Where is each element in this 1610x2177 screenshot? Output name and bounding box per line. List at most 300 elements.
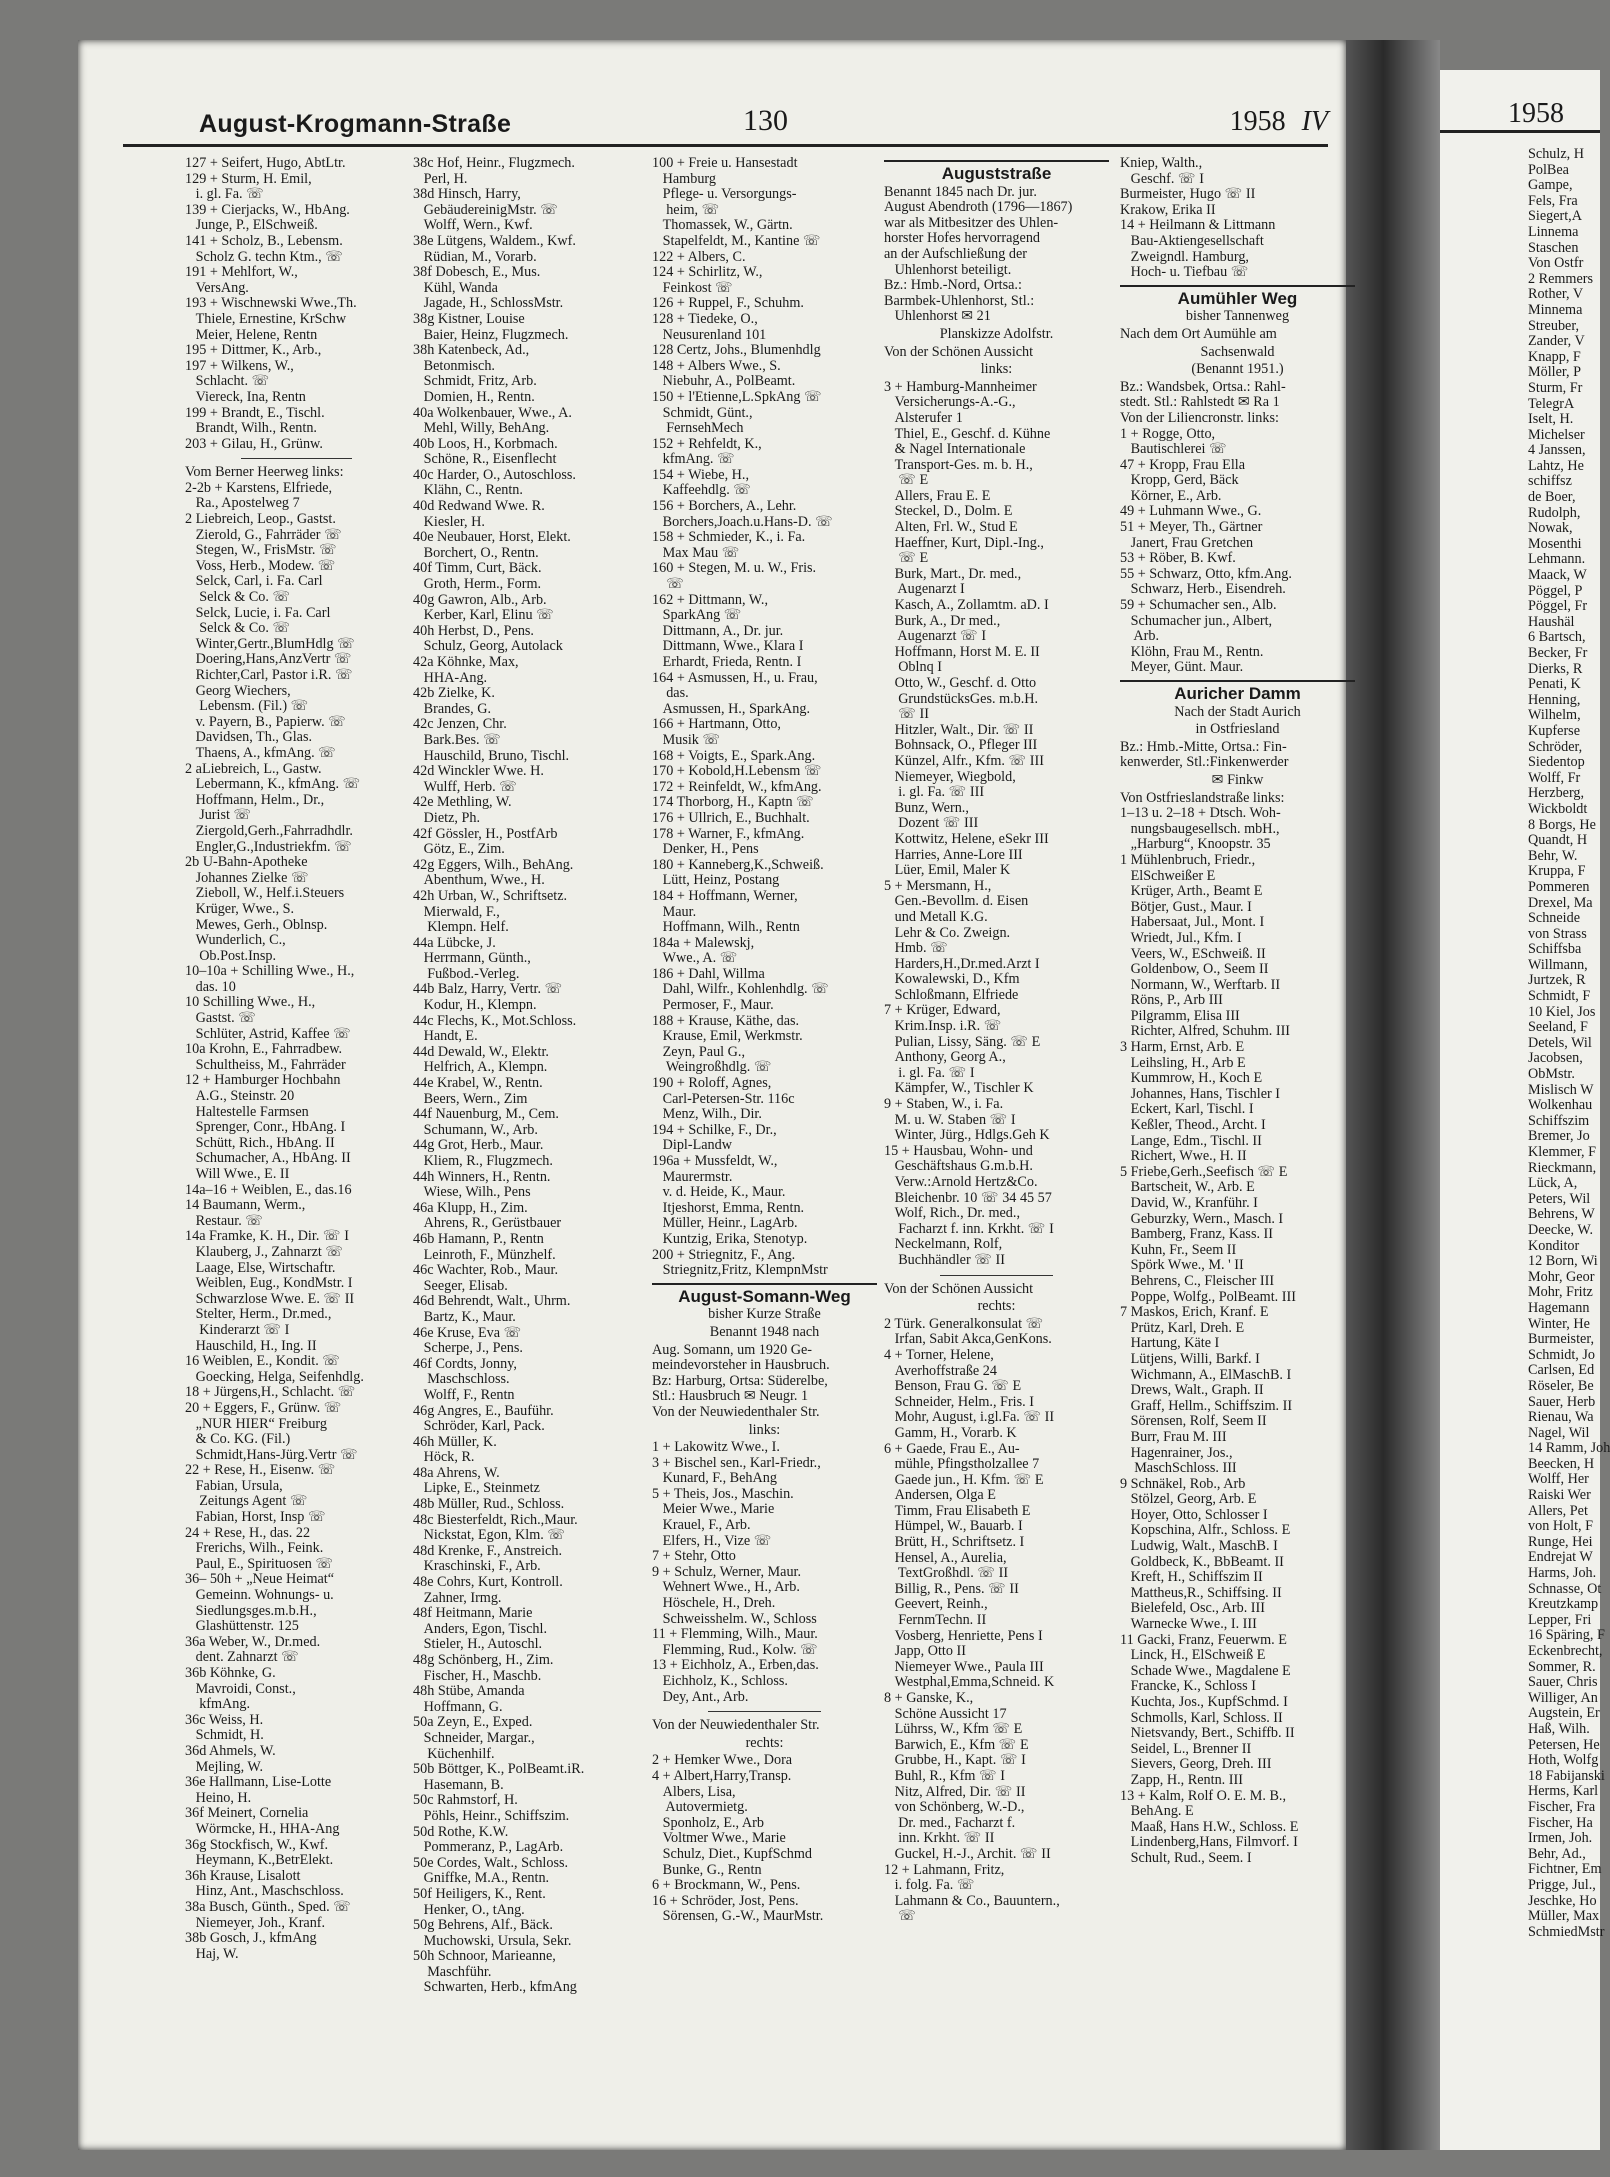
directory-entry: Maur.: [652, 903, 697, 920]
directory-entry: 50h Schnoor, Marieanne,: [413, 1948, 556, 1965]
directory-entry: Hoffmann, Helm., Dr.,: [185, 791, 325, 808]
directory-entry: Klauberg, J., Zahnarzt ☏: [185, 1243, 344, 1260]
directory-entry: 38e Lütgens, Waldem., Kwf.: [413, 232, 576, 249]
facing-page-entry: Schulz, H: [1528, 146, 1584, 162]
facing-page-entry: Herzberg,: [1528, 785, 1585, 802]
directory-entry: Küchenhilf.: [413, 1745, 495, 1762]
facing-page-entry: Nowak,: [1528, 520, 1573, 537]
directory-entry: Kniep, Walth.,: [1120, 155, 1203, 171]
directory-entry: Barwich, E., Kfm ☏ E: [884, 1736, 1029, 1753]
directory-entry: Stelter, Herm., Dr.med.,: [185, 1306, 332, 1323]
directory-entry: Schwarz, Herb., Eisendreh.: [1120, 581, 1286, 598]
directory-entry: 48c Biesterfeldt, Rich.,Maur.: [413, 1511, 578, 1528]
directory-entry: 7 Maskos, Erich, Kranf. E: [1120, 1304, 1269, 1321]
directory-entry: Uhlenhorst ✉ 21: [884, 308, 991, 325]
directory-entry: Bz: Harburg, Ortsa: Süderelbe,: [652, 1372, 828, 1389]
directory-entry: 46a Klupp, H., Zim.: [413, 1199, 528, 1216]
facing-page-entry: Harms, Joh.: [1528, 1565, 1597, 1582]
directory-entry: Asmussen, H., SparkAng.: [652, 700, 811, 717]
directory-entry: Veers, W., ESchweiß. II: [1120, 945, 1266, 962]
directory-entry: 44g Grot, Herb., Maur.: [413, 1137, 544, 1154]
facing-page-entry: Schneide: [1528, 910, 1581, 927]
directory-entry: Pflege- u. Versorgungs-: [652, 186, 797, 203]
directory-entry: 42g Eggers, Wilh., BehAng.: [413, 856, 574, 873]
directory-entry: i. folg. Fa. ☏: [884, 1877, 975, 1894]
facing-page-entry: Maack, W: [1528, 567, 1587, 584]
facing-page-entry: Knapp, F: [1528, 348, 1581, 365]
directory-entry: 46f Cordts, Jonny,: [413, 1355, 517, 1372]
facing-page-entry: Schmidt, Jo: [1528, 1346, 1596, 1363]
directory-entry: Dozent ☏ III: [884, 815, 979, 832]
directory-entry: 100 + Freie u. Hansestadt: [652, 155, 798, 171]
directory-entry: Irfan, Sabit Akca,GenKons.: [884, 1331, 1052, 1348]
directory-entry: Schmidt, H.: [185, 1727, 264, 1744]
directory-entry: Gniffke, M.A., Rentn.: [413, 1870, 550, 1887]
directory-entry: Von der Liliencronstr. links:: [1120, 409, 1279, 426]
directory-entry: v. Payern, B., Papierw. ☏: [185, 713, 346, 730]
facing-page-entry: Haß, Wilh.: [1528, 1720, 1590, 1737]
facing-page-entry: Deecke, W.: [1528, 1221, 1593, 1238]
directory-entry: 42d Winckler Wwe. H.: [413, 763, 544, 780]
directory-entry: 2 + Hemker Wwe., Dora: [652, 1752, 793, 1769]
directory-entry: Haltestelle Farmsen: [185, 1103, 309, 1120]
directory-entry: Domien, H., Rentn.: [413, 388, 535, 405]
directory-entry: Künzel, Alfr., Kfm. ☏ III: [884, 752, 1044, 769]
directory-entry: 20 + Eggers, F., Grünw. ☏: [185, 1399, 342, 1416]
directory-entry: 48b Müller, Rud., Schloss.: [413, 1496, 565, 1513]
directory-entry: 150 + l'Etienne,L.SpkAng ☏: [652, 388, 822, 405]
directory-entry: Johannes, Hans, Tischler I: [1120, 1085, 1280, 1102]
directory-entry: Oblnq I: [884, 659, 942, 676]
directory-entry: Stölzel, Georg, Arb. E: [1120, 1491, 1257, 1508]
directory-entry: 5 Friebe,Gerh.,Seefisch ☏ E: [1120, 1163, 1288, 1180]
directory-entry: 10 Schilling Wwe., H.,: [185, 994, 316, 1011]
facing-page-entry: Fels, Fra: [1528, 192, 1578, 209]
directory-entry: Leihsling, H., Arb E: [1120, 1054, 1246, 1071]
directory-entry: Harries, Anne-Lore III: [884, 846, 1023, 863]
directory-entry: Schumacher, A., HbAng. II: [185, 1150, 351, 1167]
directory-entry: 193 + Wischnewski Wwe.,Th.: [185, 295, 357, 312]
directory-entry: Muchowski, Ursula, Sekr.: [413, 1932, 572, 1949]
facing-page-entry: Kreutzkamp: [1528, 1596, 1599, 1613]
facing-page-entry: Allers, Pet: [1528, 1502, 1588, 1519]
directory-entry: 12 + Lahmann, Fritz,: [884, 1861, 1005, 1878]
directory-entry: Transport-Ges. m. b. H.,: [884, 456, 1033, 473]
directory-entry: 46h Müller, K.: [413, 1433, 497, 1450]
directory-entry: 124 + Schirlitz, W.,: [652, 264, 763, 281]
directory-entry: 50c Rahmstorf, H.: [413, 1792, 518, 1809]
directory-entry: Kodur, H., Klempn.: [413, 997, 537, 1014]
directory-entry: Engler,G.,Industriekfm. ☏: [185, 838, 352, 855]
directory-entry: 42h Urban, W., Schriftsetz.: [413, 887, 568, 904]
directory-entry: 180 + Kanneberg,K.,Schweiß.: [652, 856, 824, 873]
directory-entry: Perl, H.: [413, 170, 468, 187]
directory-entry: Augenarzt ☏ I: [884, 628, 987, 645]
directory-entry: Mavroidi, Const.,: [185, 1680, 296, 1697]
directory-entry: 174 Thorborg, H., Kaptn ☏: [652, 794, 814, 811]
directory-entry: 196a + Mussfeldt, W.,: [652, 1153, 778, 1169]
directory-entry: Sörensen, Rolf, Seem II: [1120, 1413, 1267, 1430]
directory-entry: Schult, Rud., Seem. I: [1120, 1849, 1252, 1866]
directory-entry: Kropp, Gerd, Bäck: [1120, 472, 1239, 489]
facing-page-entry: Hoth, Wolfg: [1528, 1752, 1599, 1769]
directory-entry: Haeffner, Kurt, Dipl.-Ing.,: [884, 534, 1044, 551]
facing-page-entry: Mohr, Geor: [1528, 1268, 1595, 1285]
directory-entry: Thaens, A., kfmAng. ☏: [185, 744, 336, 761]
directory-entry: Geburzky, Wern., Masch. I: [1120, 1210, 1284, 1227]
facing-page-entry: Peters, Wil: [1528, 1190, 1591, 1207]
directory-entry: Klähn, C., Rentn.: [413, 482, 523, 499]
directory-entry: Lebermann, K., kfmAng. ☏: [185, 776, 361, 793]
facing-page-entry: von Holt, F: [1528, 1518, 1594, 1535]
facing-page-entry: de Boer,: [1528, 489, 1576, 506]
directory-entry: 50b Böttger, K., PolBeamt.iR.: [413, 1761, 585, 1778]
directory-entry: das.: [652, 685, 689, 702]
directory-entry: Meier, Helene, Rentn: [185, 326, 318, 343]
directory-entry: Schöne Aussicht 17: [884, 1705, 1007, 1722]
directory-entry: ElSchweißer E: [1120, 867, 1216, 884]
directory-entry: Zapp, H., Rentn. III: [1120, 1771, 1243, 1788]
section-note: Benannt 1948 nach: [709, 1323, 820, 1340]
directory-entry: 2 Liebreich, Leop., Gastst.: [185, 511, 336, 528]
directory-entry: BehAng. E: [1120, 1803, 1194, 1820]
facing-page-entry: PolBea: [1528, 161, 1569, 178]
directory-entry: Lehr & Co. Zweign.: [884, 924, 1011, 941]
directory-entry: Uhlenhorst beteiligt.: [884, 261, 1012, 278]
directory-entry: Schütt, Rich., HbAng. II: [185, 1134, 335, 1151]
directory-entry: 50d Rothe, K.W.: [413, 1823, 509, 1840]
directory-entry: 40e Neubauer, Horst, Elekt.: [413, 529, 571, 546]
directory-entry: Lipke, E., Steinmetz: [413, 1480, 540, 1497]
directory-entry: 200 + Striegnitz, F., Ang.: [652, 1246, 796, 1263]
directory-entry: Richter, Alfred, Schuhm. III: [1120, 1023, 1291, 1040]
facing-page-entry: Quandt, H: [1528, 832, 1588, 849]
directory-entry: 48e Cohrs, Kurt, Kontroll.: [413, 1574, 563, 1591]
directory-entry: 42c Jenzen, Chr.: [413, 716, 507, 733]
directory-entry: 4 + Albert,Harry,Transp.: [652, 1767, 792, 1784]
directory-entry: Schlacht. ☏: [185, 373, 270, 390]
directory-entry: Selck & Co. ☏: [185, 620, 291, 637]
directory-entry: Sprenger, Conr., HbAng. I: [185, 1119, 346, 1136]
directory-entry: 46b Hamann, P., Rentn: [413, 1230, 544, 1247]
directory-entry: 40c Harder, O., Autoschloss.: [413, 466, 576, 483]
directory-entry: ☏ II: [884, 706, 929, 723]
facing-page-entry: Schiffszim: [1528, 1112, 1590, 1129]
facing-page-entry: Rieckmann,: [1528, 1159, 1597, 1176]
directory-entry: Hmb. ☏: [884, 940, 948, 957]
directory-entry: Pilgramm, Elisa III: [1120, 1007, 1240, 1024]
facing-page-entry: Rother, V: [1528, 286, 1584, 303]
directory-entry: Schumann, W., Arb.: [413, 1121, 538, 1138]
facing-page-entry: Pommeren: [1528, 878, 1590, 895]
directory-entry: Facharzt f. inn. Krkht. ☏ I: [884, 1220, 1054, 1237]
directory-entry: Guckel, H.-J., Archit. ☏ II: [884, 1845, 1051, 1862]
directory-entry: Brütt, H., Schriftsetz. I: [884, 1534, 1025, 1551]
directory-entry: Beers, Wern., Zim: [413, 1090, 528, 1107]
directory-entry: 46d Behrendt, Walt., Uhrm.: [413, 1293, 571, 1310]
directory-entry: Vosberg, Henriette, Pens I: [884, 1627, 1043, 1644]
directory-entry: Wörmcke, H., HHA-Ang: [185, 1820, 340, 1837]
directory-entry: Schloßmann, Elfriede: [884, 986, 1019, 1003]
facing-page-entry: Möller, P: [1528, 364, 1582, 381]
directory-entry: 46c Wachter, Rob., Maur.: [413, 1262, 558, 1279]
directory-entry: Kiesler, H.: [413, 513, 485, 530]
directory-entry: Niemeyer, Joh., Kranf.: [185, 1914, 326, 1931]
directory-entry: Kämpfer, W., Tischler K: [884, 1080, 1034, 1097]
directory-entry: Vom Berner Heerweg links:: [185, 464, 344, 481]
directory-entry: Von der Neuwiedenthaler Str.: [652, 1717, 820, 1734]
directory-entry: Gamm, H., Vorarb. K: [884, 1424, 1017, 1441]
directory-entry: 1 + Rogge, Otto,: [1120, 425, 1216, 442]
directory-entry: inn. Krkht. ☏ II: [884, 1830, 995, 1847]
directory-entry: 16 + Schröder, Jost, Pens.: [652, 1892, 799, 1909]
facing-page-entry: Lück, A,: [1528, 1175, 1578, 1192]
facing-page-entry: Rienau, Wa: [1528, 1409, 1594, 1426]
directory-entry: Ludwig, Walt., MaschB. I: [1120, 1538, 1278, 1555]
directory-entry: Nickstat, Egon, Klm. ☏: [413, 1527, 566, 1544]
directory-entry: Bark.Bes. ☏: [413, 731, 501, 748]
directory-entry: 47 + Kropp, Frau Ella: [1120, 456, 1246, 473]
directory-entry: Ra., Apostelweg 7: [185, 495, 300, 512]
directory-entry: Hoffmann, Horst M. E. II: [884, 643, 1040, 660]
directory-entry: Dittmann, Wwe., Klara I: [652, 638, 804, 655]
directory-entry: Menz, Wilh., Dir.: [652, 1106, 762, 1123]
directory-entry: 152 + Rehfeldt, K.,: [652, 435, 762, 452]
directory-entry: Borchers,Joach.u.Hans-D. ☏: [652, 513, 833, 530]
directory-entry: 40a Wolkenbauer, Wwe., A.: [413, 404, 572, 421]
directory-entry: Junge, P., ElSchweiß.: [185, 217, 318, 234]
directory-entry: 22 + Rese, H., Eisenw. ☏: [185, 1462, 336, 1479]
directory-entry: Seidel, L., Brenner II: [1120, 1740, 1252, 1757]
facing-page-entry: Dierks, R: [1528, 660, 1583, 677]
facing-page-entry: Linnema: [1528, 223, 1579, 240]
directory-entry: Von der Neuwiedenthaler Str.: [652, 1403, 820, 1420]
facing-page-entry: von Strass: [1528, 925, 1587, 942]
facing-page-entry: Siegert,A: [1528, 208, 1582, 225]
directory-entry: 40h Herbst, D., Pens.: [413, 622, 534, 639]
directory-entry: 1–13 u. 2–18 + Dtsch. Woh-: [1120, 805, 1281, 822]
directory-entry: Bau-Aktiengesellschaft: [1120, 232, 1264, 249]
directory-entry: Hamburg: [652, 170, 716, 187]
directory-entry: Lührss, W., Kfm ☏ E: [884, 1721, 1023, 1738]
facing-page-entry: Klemmer, F: [1528, 1144, 1596, 1160]
directory-entry: Lütt, Heinz, Postang: [652, 872, 780, 889]
facing-page-entry: Pöggel, P: [1528, 582, 1583, 599]
facing-page-entry: Zander, V: [1528, 333, 1585, 350]
directory-entry: Permoser, F., Maur.: [652, 997, 774, 1014]
facing-page-entry: Iselt, H.: [1528, 411, 1574, 428]
directory-entry: 44a Lübcke, J.: [413, 934, 496, 951]
directory-entry: Schade Wwe., Magdalene E: [1120, 1662, 1291, 1679]
facing-page-entry: Becker, Fr: [1528, 645, 1588, 661]
directory-entry: Anders, Egon, Tischl.: [413, 1620, 548, 1637]
facing-page-entry: Hagemann: [1528, 1299, 1590, 1316]
directory-entry: 14a–16 + Weiblen, E., das.16: [185, 1181, 352, 1198]
directory-entry: Höschele, H., Dreh.: [652, 1595, 776, 1612]
directory-entry: ☏ E: [884, 472, 929, 489]
directory-entry: 36a Weber, W., Dr.med.: [185, 1633, 321, 1650]
section-note: bisher Kurze Straße: [708, 1306, 821, 1323]
directory-entry: Röns, P., Arb III: [1120, 992, 1223, 1009]
directory-entry: Versicherungs-A.-G.,: [884, 394, 1016, 411]
directory-entry: M. u. W. Staben ☏ I: [884, 1111, 1016, 1128]
directory-entry: 36– 50h + „Neue Heimat“: [185, 1571, 335, 1588]
directory-entry: Striegnitz,Fritz, KlempnMstr: [652, 1262, 828, 1279]
directory-entry: Schwarzlose Wwe. E. ☏ II: [185, 1290, 355, 1307]
directory-entry: Schlüter, Astrid, Kaffee ☏: [185, 1025, 351, 1042]
directory-entry: Kuntzig, Erika, Stenotyp.: [652, 1230, 808, 1247]
directory-entry: Fußbod.-Verleg.: [413, 965, 520, 982]
street-section-title: Aumühler Weg: [1120, 285, 1355, 307]
page-number: 130: [743, 104, 788, 137]
directory-entry: Richert, Wwe., H. II: [1120, 1148, 1247, 1165]
directory-entry: 2-2b + Karstens, Elfriede,: [185, 479, 333, 496]
directory-entry: 128 Certz, Johs., Blumenhdlg: [652, 342, 821, 359]
directory-entry: Mohr, August, i.gl.Fa. ☏ II: [884, 1409, 1055, 1426]
directory-entry: Bz.: Hmb.-Nord, Ortsa.:: [884, 277, 1022, 294]
directory-entry: Billig, R., Pens. ☏ II: [884, 1580, 1019, 1597]
directory-entry: FernmTechn. II: [884, 1612, 987, 1629]
directory-entry: Schröder, Karl, Pack.: [413, 1418, 545, 1435]
directory-entry: Götz, E., Zim.: [413, 841, 505, 858]
directory-entry: Groth, Herm., Form.: [413, 576, 542, 593]
directory-entry: 164 + Asmussen, H., u. Frau,: [652, 669, 818, 686]
directory-entry: Niemeyer, Wiegbold,: [884, 768, 1016, 785]
directory-entry: Max Mau ☏: [652, 544, 740, 561]
directory-entry: Behrens, C., Fleischer III: [1120, 1272, 1275, 1289]
directory-entry: 24 + Rese, H., das. 22: [185, 1524, 311, 1541]
directory-entry: 10–10a + Schilling Wwe., H.,: [185, 963, 355, 980]
directory-entry: HHA-Ang.: [413, 669, 488, 686]
directory-entry: Nach dem Ort Aumühle am: [1120, 325, 1277, 342]
directory-entry: 9 Schnäkel, Rob., Arb: [1120, 1475, 1246, 1492]
facing-page-entry: Eckenbrecht,: [1528, 1643, 1603, 1659]
directory-entry: Drews, Walt., Graph. II: [1120, 1382, 1264, 1399]
directory-entry: 46e Kruse, Eva ☏: [413, 1324, 522, 1341]
directory-entry: 59 + Schumacher sen., Alb.: [1120, 597, 1277, 614]
directory-entry: Wolff, Wern., Kwf.: [413, 217, 533, 234]
directory-entry: & Nagel Internationale: [884, 441, 1026, 458]
directory-entry: Bautischlerei ☏: [1120, 441, 1227, 458]
directory-entry: Voltmer Wwe., Marie: [652, 1830, 786, 1847]
directory-entry: ☏: [652, 576, 684, 593]
directory-entry: Kopschina, Alfr., Schloss. E: [1120, 1522, 1291, 1539]
section-divider: [708, 1711, 821, 1712]
directory-entry: Fabian, Horst, Insp ☏: [185, 1509, 326, 1526]
facing-page-entry: Endrejat W: [1528, 1549, 1593, 1566]
facing-page-entry: Williger, An: [1528, 1689, 1598, 1706]
facing-page-entry: Behr, Ad.,: [1528, 1845, 1586, 1862]
directory-entry: Benannt 1845 nach Dr. jur.: [884, 183, 1037, 200]
directory-entry: 16 Weiblen, E., Kondit. ☏: [185, 1353, 341, 1370]
facing-page-entry: Schröder,: [1528, 738, 1583, 755]
directory-entry: 6 + Gaede, Frau E., Au-: [884, 1440, 1020, 1457]
directory-entry: 44f Nauenburg, M., Cem.: [413, 1106, 559, 1123]
directory-entry: 36c Weiss, H.: [185, 1711, 264, 1728]
directory-entry: 40d Redwand Wwe. R.: [413, 498, 545, 515]
directory-entry: 7 + Stehr, Otto: [652, 1548, 736, 1565]
facing-page-entry: Kupferse: [1528, 722, 1580, 739]
directory-entry: Flemming, Rud., Kolw. ☏: [652, 1641, 818, 1658]
facing-page-entry: Staschen: [1528, 239, 1579, 256]
directory-entry: 9 + Schulz, Werner, Maur.: [652, 1563, 802, 1580]
directory-entry: 168 + Voigts, E., Spark.Ang.: [652, 747, 816, 764]
facing-page-entry: Schiffsba: [1528, 941, 1582, 958]
directory-entry: Japp, Otto II: [884, 1643, 966, 1660]
directory-entry: Erhardt, Frieda, Rentn. I: [652, 654, 802, 670]
facing-page-entry: Winter, He: [1528, 1315, 1590, 1332]
directory-entry: Warnecke Wwe., I. III: [1120, 1616, 1257, 1633]
directory-entry: Henker, O., tAng.: [413, 1901, 525, 1918]
directory-entry: Sörensen, G.-W., MaurMstr.: [652, 1908, 824, 1925]
directory-entry: Goecking, Helga, Seifenhdlg.: [185, 1368, 364, 1385]
facing-page-entry: Sturm, Fr: [1528, 379, 1583, 396]
directory-entry: Kottwitz, Helene, eSekr III: [884, 830, 1049, 847]
directory-entry: ☏ E: [884, 550, 929, 567]
directory-entry: Baier, Heinz, Flugzmech.: [413, 326, 569, 343]
edition-volume: IV: [1301, 106, 1328, 137]
facing-page-entry: 10 Kiel, Jos: [1528, 1003, 1596, 1020]
directory-entry: Normann, W., Werftarb. II: [1120, 976, 1281, 993]
directory-entry: Haj, W.: [185, 1945, 239, 1962]
directory-entry: Kinderarzt ☏ I: [185, 1321, 290, 1338]
directory-entry: 160 + Stegen, M. u. W., Fris.: [652, 560, 817, 577]
directory-entry: Zeitungs Agent ☏: [185, 1493, 308, 1510]
directory-entry: Hauschild, H., Ing. II: [185, 1337, 317, 1354]
directory-entry: Albers, Lisa,: [652, 1783, 736, 1800]
directory-entry: Spörk Wwe., M. ' II: [1120, 1257, 1244, 1274]
street-section-title: August-Somann-Weg: [652, 1283, 877, 1305]
directory-entry: Habersaat, Jul., Mont. I: [1120, 914, 1265, 931]
facing-page-entry: Sauer, Chris: [1528, 1674, 1598, 1691]
column-3: [652, 156, 877, 2056]
section-note: links:: [748, 1421, 781, 1438]
directory-entry: 36b Köhnke, G.: [185, 1665, 276, 1681]
directory-entry: „NUR HIER“ Freiburg: [185, 1415, 327, 1432]
directory-entry: 188 + Krause, Käthe, das.: [652, 1012, 800, 1029]
directory-entry: Thomassek, W., Gärtn.: [652, 217, 793, 234]
directory-entry: Will Wwe., E. II: [185, 1166, 290, 1182]
directory-entry: 38g Kistner, Louise: [413, 310, 525, 327]
directory-entry: Mewes, Gerh., Oblnsp.: [185, 916, 328, 933]
directory-entry: nungsbaugesellsch. mbH.,: [1120, 820, 1280, 837]
facing-page-entry: 12 Born, Wi: [1528, 1253, 1598, 1270]
directory-entry: 40g Gawron, Alb., Arb.: [413, 591, 547, 608]
facing-page-entry: Fichtner, Em: [1528, 1861, 1602, 1878]
directory-entry: Mierwald, F.,: [413, 903, 500, 920]
directory-entry: 162 + Dittmann, W.,: [652, 591, 768, 608]
directory-entry: Graff, Hellm., Schiffszim. II: [1120, 1397, 1293, 1414]
directory-entry: 40b Loos, H., Korbmach.: [413, 435, 558, 452]
directory-entry: 154 + Wiebe, H.,: [652, 466, 750, 483]
directory-entry: Frerichs, Wilh., Feink.: [185, 1540, 324, 1557]
directory-entry: 10a Krohn, E., Fahrradbew.: [185, 1041, 343, 1058]
directory-entry: Elfers, H., Vize ☏: [652, 1532, 772, 1549]
directory-entry: Schweisshelm. W., Schloss: [652, 1610, 817, 1627]
edition: [1230, 106, 1328, 138]
directory-entry: Bohnsack, O., Pfleger III: [884, 737, 1038, 754]
directory-entry: Winter,Gertr.,BlumHdlg ☏: [185, 635, 355, 652]
street-section-title: Auguststraße: [884, 160, 1109, 182]
directory-entry: Arb.: [1120, 628, 1160, 645]
directory-entry: Von Ostfrieslandstraße links:: [1120, 789, 1285, 806]
directory-entry: 2b U-Bahn-Apotheke: [185, 854, 308, 871]
directory-entry: Schneider, Margar.,: [413, 1729, 535, 1746]
directory-entry: 50g Behrens, Alf., Bäck.: [413, 1917, 553, 1934]
directory-entry: Glashüttenstr. 125: [185, 1618, 299, 1635]
section-divider: [241, 458, 352, 459]
directory-entry: Abenthum, Wwe., H.: [413, 872, 545, 889]
